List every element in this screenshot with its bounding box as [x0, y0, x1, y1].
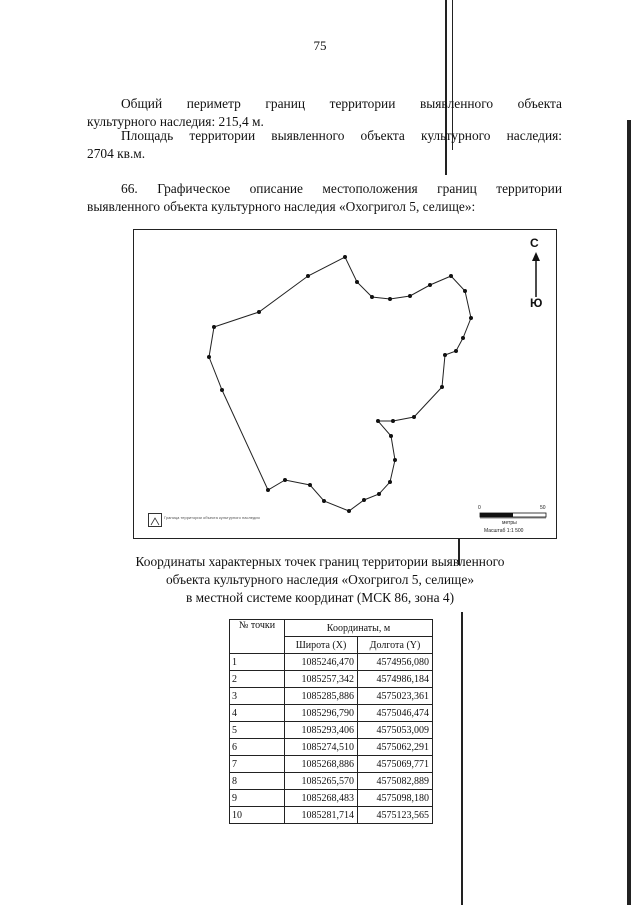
table-row [230, 756, 433, 773]
legend-symbol-icon [148, 513, 162, 527]
table-caption [0, 553, 640, 607]
section-heading-line2: выявленного объекта культурного наследия «Охогригол 5, селище»: [87, 199, 476, 214]
coordinates-table [229, 619, 433, 824]
longitude-cell: 4575082,889 [358, 773, 433, 790]
table-row [230, 688, 433, 705]
north-label: С [530, 236, 539, 250]
longitude-cell: 4575046,474 [358, 705, 433, 722]
south-label: Ю [530, 296, 543, 310]
longitude-cell: 4575053,009 [358, 722, 433, 739]
boundary-vertex-markers [207, 255, 473, 513]
table-row [230, 790, 433, 807]
point-number-cell: 2 [230, 671, 285, 688]
longitude-cell: 4574986,184 [358, 671, 433, 688]
latitude-cell: 1085268,886 [285, 756, 358, 773]
table-row [230, 705, 433, 722]
latitude-cell: 1085285,886 [285, 688, 358, 705]
area-paragraph-line2: 2704 кв.м. [87, 146, 146, 161]
table-row [230, 807, 433, 824]
point-number-cell: 4 [230, 705, 285, 722]
header-coordinates: Координаты, м [285, 620, 433, 637]
latitude-cell: 1085281,714 [285, 807, 358, 824]
boundary-map-drawing [134, 230, 556, 538]
longitude-cell: 4575123,565 [358, 807, 433, 824]
scan-artifact-line [461, 612, 463, 905]
latitude-cell: 1085246,470 [285, 654, 358, 671]
longitude-cell: 4575062,291 [358, 739, 433, 756]
latitude-cell: 1085274,510 [285, 739, 358, 756]
latitude-cell: 1085257,342 [285, 671, 358, 688]
boundary-polygon [209, 257, 471, 511]
scale-bar [480, 513, 546, 518]
latitude-cell: 1085296,790 [285, 705, 358, 722]
latitude-cell: 1085293,406 [285, 722, 358, 739]
point-number-cell: 1 [230, 654, 285, 671]
longitude-cell: 4575023,361 [358, 688, 433, 705]
scale-units-label: метры [502, 520, 517, 526]
scale-start-label: 0 [478, 505, 481, 511]
perimeter-paragraph-line1: Общий периметр границ территории выявленного объекта [121, 96, 562, 111]
latitude-cell: 1085265,570 [285, 773, 358, 790]
header-longitude: Долгота (Y) [358, 637, 433, 654]
latitude-cell: 1085268,483 [285, 790, 358, 807]
legend-text: Граница территории объекта культурного наследия [164, 515, 260, 520]
north-arrow-icon [532, 252, 540, 297]
section-heading-line1: 66. Графическое описание местоположения границ территории [121, 181, 562, 196]
caption-line3: в местной системе координат (МСК 86, зона 4) [185, 590, 455, 605]
caption-line1: Координаты характерных точек границ территории выявленного [135, 554, 505, 569]
header-point-number: № точки [230, 620, 285, 654]
point-number-cell: 9 [230, 790, 285, 807]
scale-ratio-label: Масштаб 1:1 500 [484, 528, 524, 534]
table-row [230, 722, 433, 739]
table-row [230, 773, 433, 790]
area-paragraph-line1: Площадь территории выявленного объекта культурного наследия: [121, 128, 562, 143]
header-latitude: Широта (X) [285, 637, 358, 654]
perimeter-paragraph-line2: культурного наследия: 215,4 м. [87, 114, 264, 129]
page-number: 75 [313, 38, 327, 53]
longitude-cell: 4575098,180 [358, 790, 433, 807]
point-number-cell: 8 [230, 773, 285, 790]
scale-end-label: 50 [540, 505, 546, 511]
table-row [230, 654, 433, 671]
longitude-cell: 4575069,771 [358, 756, 433, 773]
point-number-cell: 5 [230, 722, 285, 739]
scan-artifact-line [627, 120, 631, 905]
boundary-map [133, 229, 557, 539]
longitude-cell: 4574956,080 [358, 654, 433, 671]
point-number-cell: 7 [230, 756, 285, 773]
caption-line2: объекта культурного наследия «Охогригол 5, селище» [165, 572, 475, 587]
point-number-cell: 10 [230, 807, 285, 824]
table-row [230, 671, 433, 688]
table-row [230, 739, 433, 756]
point-number-cell: 3 [230, 688, 285, 705]
point-number-cell: 6 [230, 739, 285, 756]
